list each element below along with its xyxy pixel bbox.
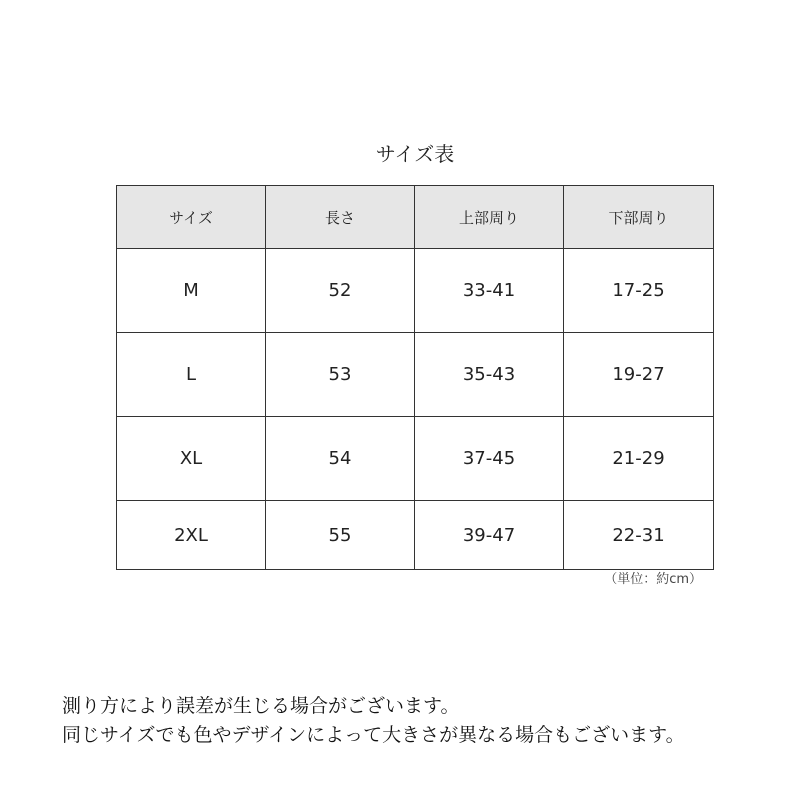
table-row xyxy=(117,249,714,333)
note-measurement-error: 測り方により誤差が生じる場合がございます。 xyxy=(62,695,460,717)
cell-bottom-circumference: 22-31 xyxy=(564,501,714,570)
size-chart-table xyxy=(116,185,714,570)
cell-size: M xyxy=(117,249,266,333)
cell-length: 55 xyxy=(266,501,415,570)
unit-note: （単位：約cm） xyxy=(604,572,702,587)
table-row xyxy=(117,333,714,417)
cell-bottom-circumference: 17-25 xyxy=(564,249,714,333)
cell-bottom-circumference: 19-27 xyxy=(564,333,714,417)
header-size: サイズ xyxy=(117,186,266,249)
note-size-variation: 同じサイズでも色やデザインによって大きさが異なる場合もございます。 xyxy=(62,724,685,746)
cell-top-circumference: 39-47 xyxy=(415,501,564,570)
table-row xyxy=(117,501,714,570)
cell-top-circumference: 33-41 xyxy=(415,249,564,333)
header-length: 長さ xyxy=(266,186,415,249)
table-header-row xyxy=(117,186,714,249)
cell-length: 53 xyxy=(266,333,415,417)
cell-length: 54 xyxy=(266,417,415,501)
table-row xyxy=(117,417,714,501)
cell-size: XL xyxy=(117,417,266,501)
page-title: サイズ表 xyxy=(375,142,455,166)
header-bottom-circumference: 下部周り xyxy=(564,186,714,249)
cell-top-circumference: 37-45 xyxy=(415,417,564,501)
cell-length: 52 xyxy=(266,249,415,333)
cell-size: 2XL xyxy=(117,501,266,570)
header-top-circumference: 上部周り xyxy=(415,186,564,249)
cell-top-circumference: 35-43 xyxy=(415,333,564,417)
measurement-notes xyxy=(62,692,685,750)
cell-size: L xyxy=(117,333,266,417)
cell-bottom-circumference: 21-29 xyxy=(564,417,714,501)
